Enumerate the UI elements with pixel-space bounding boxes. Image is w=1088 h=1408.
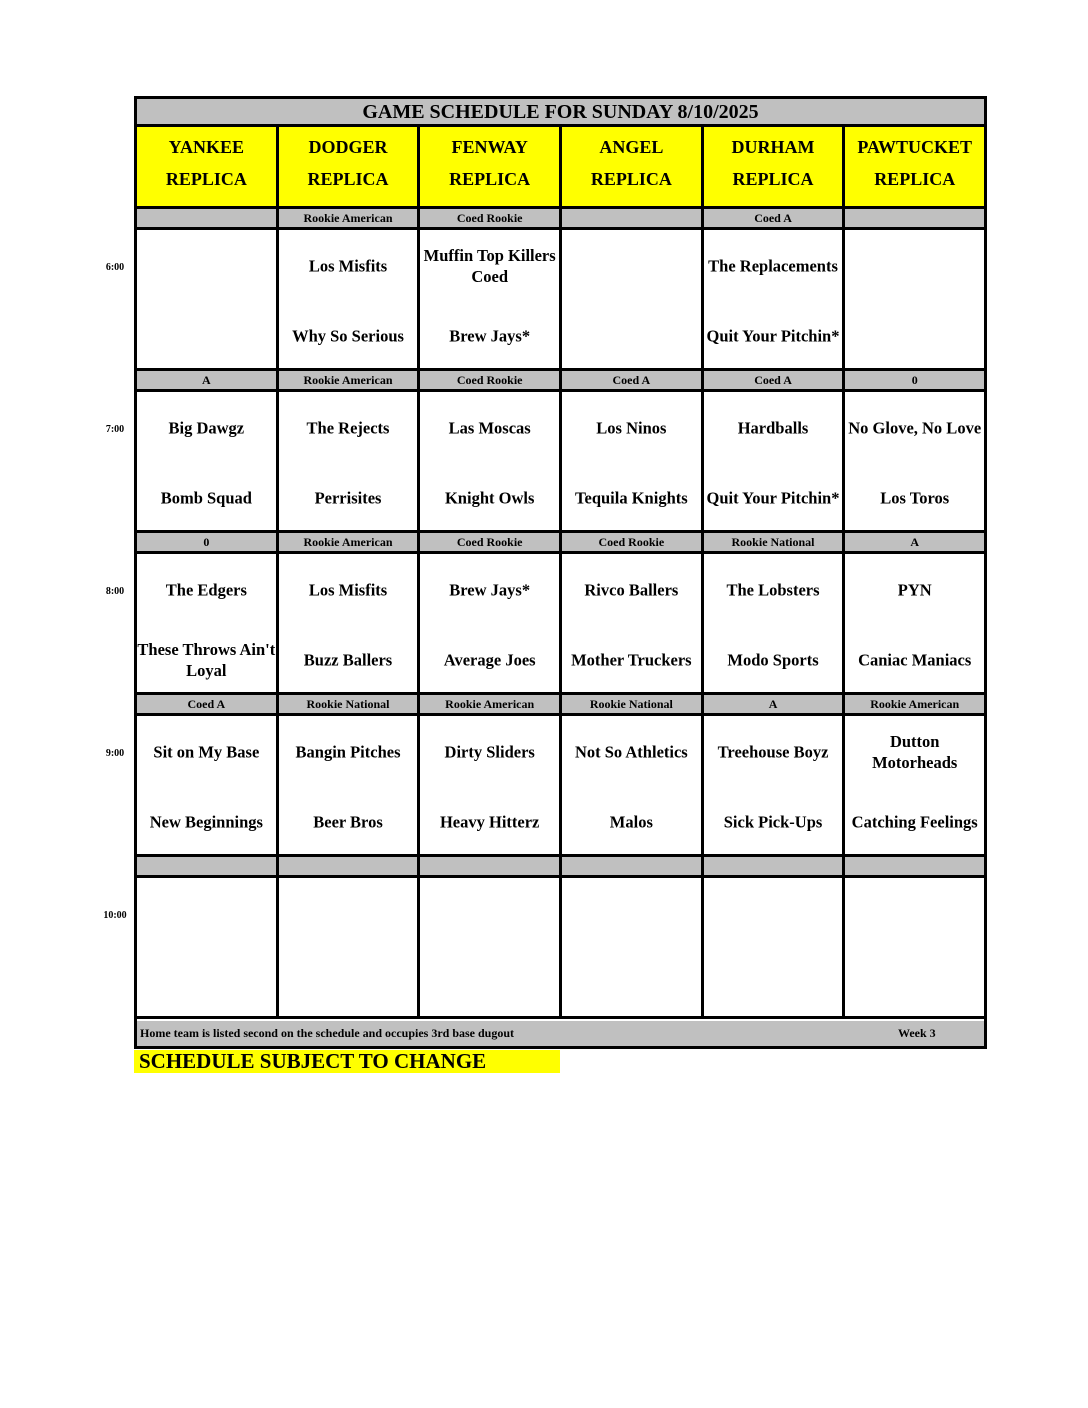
division-label: 0 bbox=[845, 371, 984, 389]
field-header-yankee bbox=[137, 127, 279, 206]
game-cell bbox=[845, 554, 984, 692]
away-team: Muffin Top Killers Coed bbox=[423, 246, 556, 286]
field-header-dodger bbox=[279, 127, 421, 206]
field-header-pawtucket bbox=[845, 127, 984, 206]
game-cell bbox=[420, 554, 562, 692]
game-cell bbox=[704, 230, 846, 368]
schedule-title: GAME SCHEDULE FOR SUNDAY 8/10/2025 bbox=[137, 99, 984, 127]
time-label: 9:00 bbox=[105, 748, 125, 759]
home-team: Knight Owls bbox=[444, 488, 535, 508]
division-label bbox=[562, 857, 704, 875]
game-cell bbox=[562, 878, 704, 1016]
game-cell bbox=[704, 716, 846, 854]
division-label: Rookie American bbox=[279, 209, 421, 227]
home-team: Quit Your Pitchin* bbox=[706, 326, 840, 346]
home-team: Modo Sports bbox=[727, 650, 819, 670]
home-team: Perrisites bbox=[314, 488, 382, 508]
field-subtitle: REPLICA bbox=[874, 169, 956, 189]
game-cell bbox=[420, 230, 562, 368]
division-label bbox=[137, 209, 279, 227]
home-team: Heavy Hitterz bbox=[439, 812, 540, 832]
field-subtitle: REPLICA bbox=[590, 169, 672, 189]
field-name: PAWTUCKET bbox=[857, 137, 973, 157]
division-label: Rookie American bbox=[845, 695, 984, 713]
away-team: The Rejects bbox=[306, 418, 390, 438]
away-team: PYN bbox=[897, 580, 932, 600]
game-cell bbox=[137, 554, 279, 692]
time-label: 7:00 bbox=[105, 424, 125, 435]
home-team: Quit Your Pitchin* bbox=[706, 488, 840, 508]
game-cell bbox=[279, 554, 421, 692]
away-team: Not So Athletics bbox=[574, 742, 688, 762]
away-team: Hardballs bbox=[737, 418, 809, 438]
home-team: Caniac Maniacs bbox=[858, 650, 972, 670]
field-name: YANKEE bbox=[168, 137, 245, 157]
away-team: Brew Jays* bbox=[449, 580, 531, 600]
division-label: Rookie American bbox=[279, 371, 421, 389]
division-row bbox=[137, 371, 984, 392]
away-team: Bangin Pitches bbox=[295, 742, 401, 762]
home-team: Average Joes bbox=[443, 650, 536, 670]
home-team: Tequila Knights bbox=[575, 488, 688, 508]
field-name: FENWAY bbox=[451, 137, 528, 157]
division-label: A bbox=[704, 695, 846, 713]
away-team: Los Ninos bbox=[596, 418, 667, 438]
home-team: Bomb Squad bbox=[160, 488, 252, 508]
division-label bbox=[420, 857, 562, 875]
game-cell bbox=[420, 716, 562, 854]
away-team: No Glove, No Love bbox=[848, 418, 982, 438]
home-team: Why So Serious bbox=[292, 326, 404, 346]
game-cell bbox=[279, 878, 421, 1016]
game-cell bbox=[420, 392, 562, 530]
game-cell bbox=[845, 878, 984, 1016]
division-row bbox=[137, 857, 984, 878]
schedule-disclaimer: SCHEDULE SUBJECT TO CHANGE bbox=[134, 1050, 560, 1073]
away-team: Sit on My Base bbox=[153, 742, 260, 762]
field-header-durham bbox=[704, 127, 846, 206]
week-label: Week 3 bbox=[898, 1026, 936, 1040]
away-team: Big Dawgz bbox=[168, 418, 245, 438]
field-subtitle: REPLICA bbox=[732, 169, 814, 189]
away-team: Los Misfits bbox=[308, 256, 388, 276]
game-cell bbox=[845, 716, 984, 854]
home-team: Brew Jays* bbox=[449, 326, 531, 346]
game-cell bbox=[562, 716, 704, 854]
division-label bbox=[704, 857, 846, 875]
division-label bbox=[562, 209, 704, 227]
away-team: The Edgers bbox=[165, 580, 247, 600]
game-cell bbox=[420, 878, 562, 1016]
division-label: Coed A bbox=[562, 371, 704, 389]
division-label: Coed Rookie bbox=[420, 371, 562, 389]
home-team: These Throws Ain't Loyal bbox=[137, 640, 276, 680]
field-header-row bbox=[137, 127, 984, 209]
away-team: The Lobsters bbox=[726, 580, 820, 600]
game-row bbox=[137, 392, 984, 533]
division-label: A bbox=[137, 371, 279, 389]
home-team: Malos bbox=[609, 812, 653, 832]
division-label bbox=[137, 857, 279, 875]
game-cell bbox=[137, 878, 279, 1016]
game-row bbox=[137, 554, 984, 695]
game-cell bbox=[562, 554, 704, 692]
field-name: DURHAM bbox=[731, 137, 815, 157]
division-label bbox=[845, 209, 984, 227]
game-cell bbox=[279, 716, 421, 854]
away-team: Rivco Ballers bbox=[584, 580, 679, 600]
home-team: Catching Feelings bbox=[851, 812, 978, 832]
game-cell bbox=[704, 392, 846, 530]
home-team: Mother Truckers bbox=[571, 650, 692, 670]
away-team: Los Misfits bbox=[308, 580, 388, 600]
division-label: Rookie National bbox=[562, 695, 704, 713]
division-label bbox=[845, 857, 984, 875]
time-label: 10:00 bbox=[103, 910, 127, 921]
away-team: Dutton Motorheads bbox=[872, 732, 958, 772]
division-row bbox=[137, 533, 984, 554]
away-team: Dirty Sliders bbox=[444, 742, 535, 762]
time-label: 6:00 bbox=[105, 262, 125, 273]
division-label: Coed A bbox=[137, 695, 279, 713]
division-label: Coed Rookie bbox=[562, 533, 704, 551]
division-label: Coed A bbox=[704, 371, 846, 389]
division-label: Coed Rookie bbox=[420, 533, 562, 551]
division-label: Rookie National bbox=[704, 533, 846, 551]
division-label: Rookie National bbox=[279, 695, 421, 713]
away-team: Las Moscas bbox=[448, 418, 531, 438]
game-row bbox=[137, 716, 984, 857]
home-team: Beer Bros bbox=[313, 812, 383, 832]
division-row bbox=[137, 209, 984, 230]
game-cell bbox=[279, 392, 421, 530]
game-cell bbox=[137, 230, 279, 368]
home-team: New Beginnings bbox=[149, 812, 263, 832]
game-cell bbox=[704, 554, 846, 692]
division-row bbox=[137, 695, 984, 716]
field-subtitle: REPLICA bbox=[307, 169, 389, 189]
division-label: 0 bbox=[137, 533, 279, 551]
home-team-note: Home team is listed second on the schedule and occupies 3rd base dugout bbox=[140, 1026, 515, 1040]
game-cell bbox=[137, 716, 279, 854]
division-label: Coed Rookie bbox=[420, 209, 562, 227]
game-cell bbox=[704, 878, 846, 1016]
time-label: 8:00 bbox=[105, 586, 125, 597]
field-name: ANGEL bbox=[599, 137, 664, 157]
game-cell bbox=[562, 230, 704, 368]
game-row bbox=[137, 878, 984, 1019]
home-team: Sick Pick-Ups bbox=[723, 812, 823, 832]
game-cell bbox=[845, 230, 984, 368]
field-subtitle: REPLICA bbox=[165, 169, 247, 189]
footer-row bbox=[137, 1021, 984, 1046]
away-team: Treehouse Boyz bbox=[717, 742, 829, 762]
game-cell bbox=[562, 392, 704, 530]
game-row bbox=[137, 230, 984, 371]
division-label: Rookie American bbox=[279, 533, 421, 551]
division-label: Rookie American bbox=[420, 695, 562, 713]
field-subtitle: REPLICA bbox=[449, 169, 531, 189]
field-header-angel bbox=[562, 127, 704, 206]
division-label: Coed A bbox=[704, 209, 846, 227]
division-label: A bbox=[845, 533, 984, 551]
game-cell bbox=[845, 392, 984, 530]
field-header-fenway bbox=[420, 127, 562, 206]
game-cell bbox=[137, 392, 279, 530]
away-team: The Replacements bbox=[708, 256, 838, 276]
schedule-table bbox=[134, 96, 987, 1049]
division-label bbox=[279, 857, 421, 875]
home-team: Buzz Ballers bbox=[303, 650, 393, 670]
field-name: DODGER bbox=[308, 137, 388, 157]
home-team: Los Toros bbox=[880, 488, 950, 508]
game-cell bbox=[279, 230, 421, 368]
